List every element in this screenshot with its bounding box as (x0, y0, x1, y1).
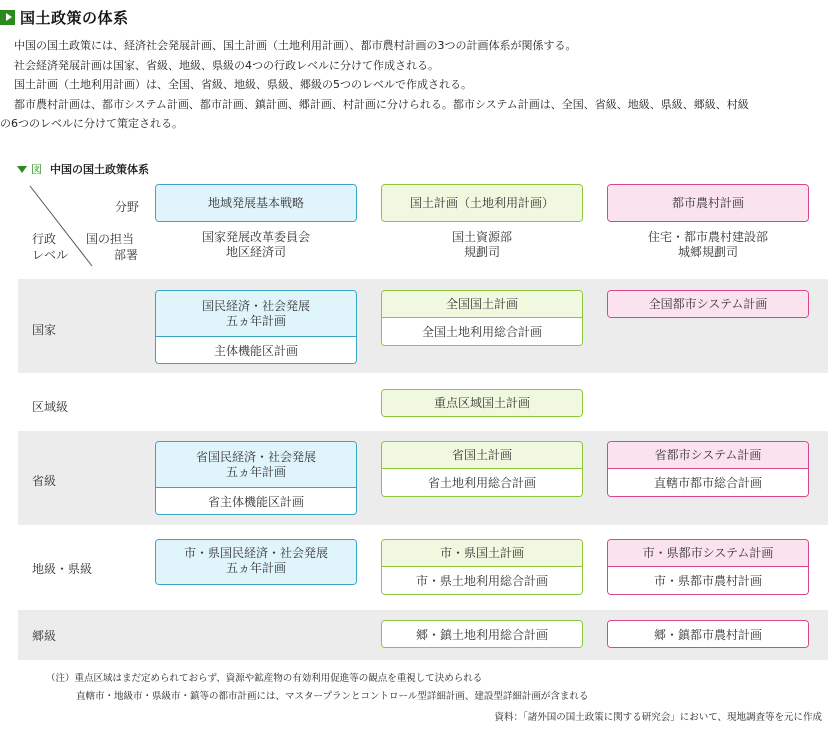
plan-box-provincial-land (381, 441, 583, 497)
plan-box-provincial-urban-system (607, 441, 809, 497)
plan-title: 省都市システム計画 (608, 442, 808, 468)
column-header-land-planning (381, 184, 583, 222)
intro-line: の6つのレベルに分けて策定される。 (0, 117, 183, 130)
plan-title: 五ヵ年計画 (225, 561, 286, 575)
plan-title: 市・県国民経済・社会発展 (183, 546, 328, 560)
triangle-marker-icon (0, 10, 15, 25)
column-title: 国土計画（土地利用計画） (382, 185, 582, 221)
department-label (607, 230, 809, 260)
row-label-provincial: 省級 (32, 474, 57, 488)
column-header-regional-strategy (155, 184, 357, 222)
department-name: 国土資源部 (451, 230, 512, 244)
plan-subtitle: 省土地利用総合計画 (382, 468, 582, 496)
plan-title: 重点区域国土計画 (382, 390, 582, 416)
plan-box-township-land (381, 620, 583, 648)
column-title: 地域発展基本戦略 (156, 185, 356, 221)
plan-box-national-land (381, 290, 583, 346)
department-label (155, 230, 357, 260)
corner-ministry-label: 国の担当 (86, 232, 135, 246)
department-name: 住宅・都市農村建設部 (647, 230, 768, 244)
row-label-township: 郷級 (32, 629, 57, 643)
plan-title: 郷・鎮土地利用総合計画 (382, 621, 582, 647)
plan-box-township-urban (607, 620, 809, 648)
plan-box-header (156, 540, 356, 584)
corner-level-label: 行政 (32, 232, 57, 246)
department-division: 地区経済司 (225, 245, 286, 259)
plan-box-city-five-year (155, 539, 357, 585)
source-note: 資料：「諸外国の国土政策に関する研究会」において、現地調査等を元に作成 (494, 712, 822, 723)
figure-caption (17, 161, 149, 177)
intro-line: 国土計画（土地利用計画）は、全国、省級、地級、県級、郷級の5つのレベルで作成される。 (14, 78, 472, 91)
plan-subtitle: 直轄市都市総合計画 (608, 468, 808, 496)
department-division: 規劃司 (463, 245, 500, 259)
plan-box-header (156, 291, 356, 336)
department-label (381, 230, 583, 260)
intro-line: 都市農村計画は、都市システム計画、都市計画、鎮計画、郷計画、村計画に分けられる。都市システム計画は、全国、省級、地級、県級、郷級、村級 (14, 97, 749, 111)
column-title: 都市農村計画 (608, 185, 808, 221)
plan-title: 市・県国土計画 (382, 540, 582, 566)
corner-level-label: レベル (32, 248, 69, 262)
row-label-prefecture-county: 地級・県級 (32, 562, 93, 576)
corner-field-label: 分野 (115, 200, 140, 214)
page-title: 国土政策の体系 (20, 8, 129, 27)
figure-marker: 図 (31, 163, 42, 176)
plan-subtitle: 市・県都市農村計画 (608, 566, 808, 594)
plan-title: 省国民経済・社会発展 (195, 449, 316, 464)
plan-title: 省国土計画 (382, 442, 582, 468)
plan-box-national-five-year (155, 290, 357, 364)
plan-title: 五ヵ年計画 (225, 464, 286, 479)
plan-box-provincial-five-year (155, 441, 357, 515)
row-label-national: 国家 (32, 323, 57, 337)
plan-box-regional-land (381, 389, 583, 417)
plan-title: 市・県都市システム計画 (608, 540, 808, 566)
intro-line: 中国の国土政策には、経済社会発展計画、国土計画（土地利用計画）、都市農村計画の3つの計画体系が関係する。 (14, 39, 577, 52)
expand-triangle-icon (17, 166, 27, 173)
column-header-urban-rural (607, 184, 809, 222)
intro-line: 社会経済発展計画は国家、省級、地級、県級の4つの行政レベルに分けて作成される。 (14, 58, 439, 72)
plan-subtitle: 市・県土地利用総合計画 (382, 566, 582, 594)
plan-subtitle: 全国土地利用総合計画 (382, 317, 582, 345)
plan-box-city-urban-system (607, 539, 809, 595)
footnote: 直轄市・地級市・県級市・鎮等の都市計画には、マスタープランとコントロール型詳細計画、建設型詳細計画が含まれる (76, 691, 589, 702)
footnote: （注）重点区域はまだ定められておらず、資源や鉱産物の有効利用促進等の観点を重視して決められる (46, 673, 483, 684)
plan-title: 国民経済・社会発展 (201, 298, 310, 313)
plan-title: 全国国土計画 (382, 291, 582, 317)
department-division: 城郷規劃司 (677, 245, 738, 259)
plan-title: 郷・鎮都市農村計画 (608, 621, 808, 647)
plan-subtitle: 省主体機能区計画 (156, 487, 356, 514)
intro-text (0, 36, 832, 134)
plan-box-header (156, 442, 356, 487)
corner-ministry-label: 部署 (114, 248, 139, 262)
plan-title: 全国都市システム計画 (608, 291, 808, 317)
department-name: 国家発展改革委員会 (201, 230, 310, 244)
section-header (0, 7, 129, 27)
figure-title: 中国の国土政策体系 (50, 163, 149, 176)
plan-box-city-land (381, 539, 583, 595)
plan-box-national-urban-system (607, 290, 809, 318)
row-label-regional: 区域級 (32, 400, 69, 414)
plan-title: 五ヵ年計画 (225, 313, 286, 328)
plan-subtitle: 主体機能区計画 (156, 336, 356, 363)
